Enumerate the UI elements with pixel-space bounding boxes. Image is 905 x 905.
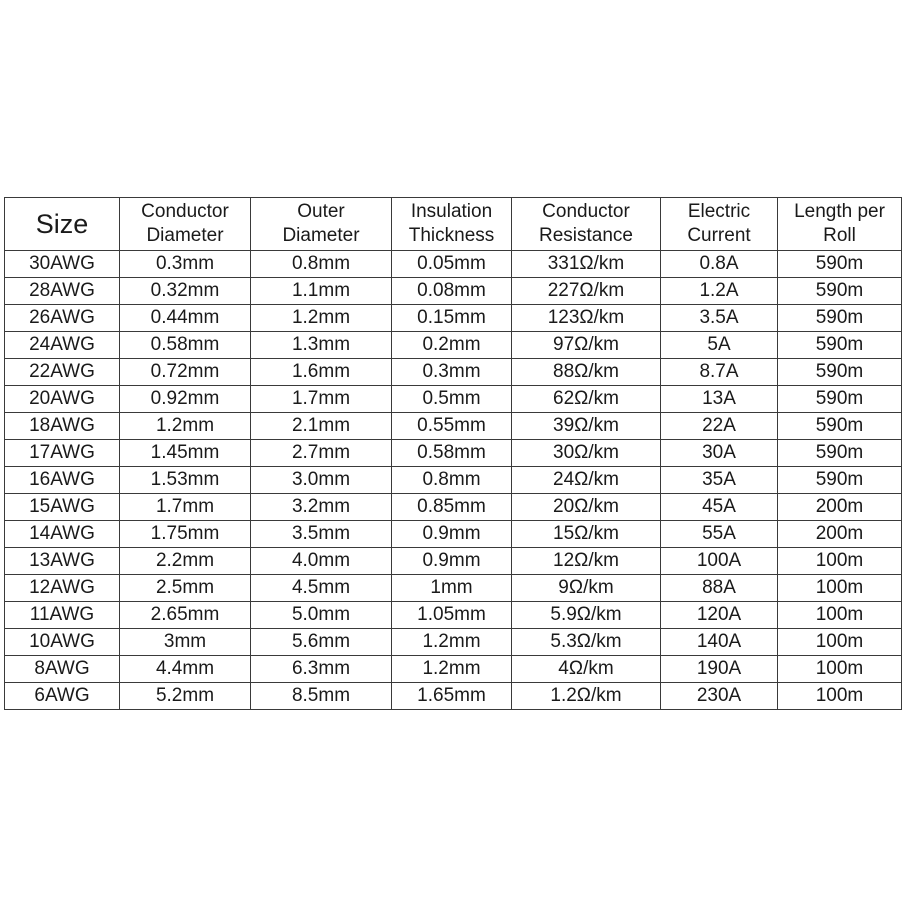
table-row [5,575,902,602]
outer-diameter-cell: 1.2mm [251,305,392,332]
header-line: Conductor [542,201,630,222]
electric-current-cell: 13A [661,386,778,413]
electric-current-cell: 88A [661,575,778,602]
electric-current-cell: 0.8A [661,251,778,278]
size-cell: 24AWG [5,332,120,359]
insulation-thickness-cell: 0.9mm [392,548,512,575]
header-line: Length per [794,201,885,222]
outer-diameter-cell: 4.0mm [251,548,392,575]
conductor-resistance-cell: 5.9Ω/km [512,602,661,629]
insulation-thickness-cell: 0.5mm [392,386,512,413]
table-row [5,278,902,305]
outer-diameter-cell: 1.3mm [251,332,392,359]
size-cell: 20AWG [5,386,120,413]
size-cell: 22AWG [5,359,120,386]
table-row [5,305,902,332]
header-line: Insulation [410,201,493,222]
conductor-resistance-cell: 227Ω/km [512,278,661,305]
outer-diameter-cell: 2.1mm [251,413,392,440]
table-row [5,251,902,278]
outer-diameter-cell: 0.8mm [251,251,392,278]
size-cell: 16AWG [5,467,120,494]
outer-diameter-cell: 2.7mm [251,440,392,467]
insulation-thickness-cell: 0.58mm [392,440,512,467]
table-row [5,467,902,494]
header-insulation-thickness [392,198,512,251]
table-row [5,629,902,656]
length-per-roll-cell: 100m [778,575,902,602]
size-cell: 15AWG [5,494,120,521]
header-line: Current [687,225,751,246]
outer-diameter-cell: 4.5mm [251,575,392,602]
size-cell: 10AWG [5,629,120,656]
outer-diameter-cell: 1.1mm [251,278,392,305]
length-per-roll-cell: 590m [778,332,902,359]
insulation-thickness-cell: 1.2mm [392,629,512,656]
header-line: Electric [687,201,751,222]
conductor-diameter-cell: 0.44mm [120,305,251,332]
insulation-thickness-cell: 1mm [392,575,512,602]
table-row [5,683,902,710]
table-body [5,251,902,710]
conductor-diameter-cell: 1.53mm [120,467,251,494]
insulation-thickness-cell: 0.15mm [392,305,512,332]
conductor-resistance-cell: 15Ω/km [512,521,661,548]
size-cell: 8AWG [5,656,120,683]
electric-current-cell: 120A [661,602,778,629]
size-cell: 12AWG [5,575,120,602]
length-per-roll-cell: 100m [778,629,902,656]
conductor-diameter-cell: 3mm [120,629,251,656]
outer-diameter-cell: 3.0mm [251,467,392,494]
conductor-resistance-cell: 30Ω/km [512,440,661,467]
header-line: Diameter [146,225,224,246]
length-per-roll-cell: 590m [778,413,902,440]
header-line: Resistance [539,225,633,246]
wire-spec-table [4,197,902,710]
conductor-resistance-cell: 20Ω/km [512,494,661,521]
table-row [5,413,902,440]
conductor-resistance-cell: 24Ω/km [512,467,661,494]
insulation-thickness-cell: 0.8mm [392,467,512,494]
length-per-roll-cell: 100m [778,602,902,629]
conductor-resistance-cell: 4Ω/km [512,656,661,683]
length-per-roll-cell: 200m [778,521,902,548]
electric-current-cell: 8.7A [661,359,778,386]
size-cell: 30AWG [5,251,120,278]
conductor-diameter-cell: 5.2mm [120,683,251,710]
electric-current-cell: 1.2A [661,278,778,305]
header-row [5,198,902,251]
header-line: Outer [297,201,345,222]
electric-current-cell: 30A [661,440,778,467]
electric-current-cell: 230A [661,683,778,710]
table-row [5,656,902,683]
length-per-roll-cell: 100m [778,683,902,710]
outer-diameter-cell: 3.2mm [251,494,392,521]
table-header [5,198,902,251]
outer-diameter-cell: 8.5mm [251,683,392,710]
insulation-thickness-cell: 1.2mm [392,656,512,683]
conductor-resistance-cell: 39Ω/km [512,413,661,440]
header-line: Roll [823,225,856,246]
conductor-resistance-cell: 97Ω/km [512,332,661,359]
conductor-diameter-cell: 1.45mm [120,440,251,467]
table-row [5,602,902,629]
length-per-roll-cell: 100m [778,656,902,683]
outer-diameter-cell: 5.6mm [251,629,392,656]
header-line: Diameter [282,225,360,246]
insulation-thickness-cell: 1.05mm [392,602,512,629]
conductor-resistance-cell: 5.3Ω/km [512,629,661,656]
electric-current-cell: 190A [661,656,778,683]
outer-diameter-cell: 6.3mm [251,656,392,683]
length-per-roll-cell: 590m [778,251,902,278]
size-cell: 6AWG [5,683,120,710]
conductor-resistance-cell: 9Ω/km [512,575,661,602]
header-size-label: Size [35,209,89,239]
table-row [5,359,902,386]
table-row [5,494,902,521]
conductor-resistance-cell: 12Ω/km [512,548,661,575]
conductor-diameter-cell: 0.92mm [120,386,251,413]
header-size [5,198,120,251]
header-electric-current [661,198,778,251]
conductor-resistance-cell: 1.2Ω/km [512,683,661,710]
table-row [5,386,902,413]
conductor-resistance-cell: 123Ω/km [512,305,661,332]
conductor-diameter-cell: 0.32mm [120,278,251,305]
outer-diameter-cell: 1.6mm [251,359,392,386]
table-row [5,440,902,467]
outer-diameter-cell: 3.5mm [251,521,392,548]
length-per-roll-cell: 590m [778,386,902,413]
length-per-roll-cell: 100m [778,548,902,575]
header-length-per-roll [778,198,902,251]
electric-current-cell: 45A [661,494,778,521]
length-per-roll-cell: 590m [778,359,902,386]
table-row [5,548,902,575]
size-cell: 18AWG [5,413,120,440]
conductor-diameter-cell: 0.3mm [120,251,251,278]
length-per-roll-cell: 590m [778,278,902,305]
size-cell: 17AWG [5,440,120,467]
conductor-diameter-cell: 1.75mm [120,521,251,548]
header-line: Conductor [141,201,229,222]
insulation-thickness-cell: 0.3mm [392,359,512,386]
header-outer-diameter [251,198,392,251]
length-per-roll-cell: 590m [778,440,902,467]
outer-diameter-cell: 5.0mm [251,602,392,629]
electric-current-cell: 55A [661,521,778,548]
conductor-resistance-cell: 62Ω/km [512,386,661,413]
electric-current-cell: 35A [661,467,778,494]
size-cell: 14AWG [5,521,120,548]
header-conductor-resistance [512,198,661,251]
insulation-thickness-cell: 0.08mm [392,278,512,305]
length-per-roll-cell: 590m [778,467,902,494]
conductor-diameter-cell: 0.72mm [120,359,251,386]
insulation-thickness-cell: 0.85mm [392,494,512,521]
conductor-resistance-cell: 88Ω/km [512,359,661,386]
conductor-diameter-cell: 1.2mm [120,413,251,440]
size-cell: 11AWG [5,602,120,629]
insulation-thickness-cell: 1.65mm [392,683,512,710]
electric-current-cell: 5A [661,332,778,359]
insulation-thickness-cell: 0.05mm [392,251,512,278]
outer-diameter-cell: 1.7mm [251,386,392,413]
electric-current-cell: 22A [661,413,778,440]
size-cell: 26AWG [5,305,120,332]
conductor-diameter-cell: 4.4mm [120,656,251,683]
conductor-diameter-cell: 2.65mm [120,602,251,629]
electric-current-cell: 3.5A [661,305,778,332]
conductor-diameter-cell: 0.58mm [120,332,251,359]
conductor-diameter-cell: 1.7mm [120,494,251,521]
insulation-thickness-cell: 0.55mm [392,413,512,440]
length-per-roll-cell: 200m [778,494,902,521]
insulation-thickness-cell: 0.2mm [392,332,512,359]
electric-current-cell: 100A [661,548,778,575]
size-cell: 28AWG [5,278,120,305]
conductor-diameter-cell: 2.5mm [120,575,251,602]
conductor-resistance-cell: 331Ω/km [512,251,661,278]
header-conductor-diameter [120,198,251,251]
conductor-diameter-cell: 2.2mm [120,548,251,575]
size-cell: 13AWG [5,548,120,575]
insulation-thickness-cell: 0.9mm [392,521,512,548]
header-line: Thickness [408,225,495,246]
electric-current-cell: 140A [661,629,778,656]
length-per-roll-cell: 590m [778,305,902,332]
table-row [5,332,902,359]
table-row [5,521,902,548]
